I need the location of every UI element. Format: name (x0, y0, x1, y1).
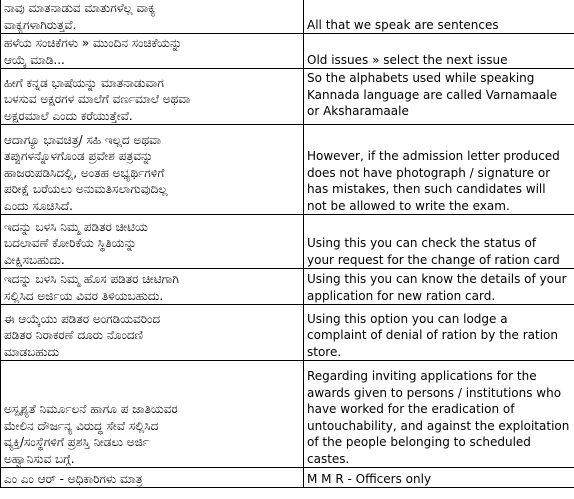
kannada-text-line: ಈ ಆಯ್ಕೆಯು ಪಡಿತರ ಅಂಗಡಿಯವರಿಂದ (4, 311, 161, 326)
english-text-line: However, if the admission letter produced (307, 149, 560, 163)
kannada-text-line: ಆಯ್ಕೆ ಮಾಡಿ... (4, 52, 65, 67)
kannada-text-line: ಎಂದು ಸೂಚಿಸಿದೆ. (4, 198, 73, 213)
english-cell (304, 215, 574, 269)
english-text-line: M M R - Officers only (307, 471, 432, 486)
english-text-line: So the alphabets used while speaking (307, 71, 535, 85)
kannada-text-line: ಅಕ್ಷರಮಾಲೆ ಎಂದು ಕರೆಯುತ್ತೇವೆ. (4, 108, 133, 123)
english-text-line: All that we speak are sentences (307, 17, 499, 32)
kannada-text-line: ಇದನ್ನು ಬಳಸಿ ನಿಮ್ಮ ಹೊಸ ಪಡಿತರ ಚೀಟಿಗಾಗಿ (4, 272, 179, 286)
english-text-line: does not have photograph / signature or (307, 165, 551, 180)
kannada-text-line: ನಾವು ಮಾತನಾಡುವ ಮಾತುಗಳೆಲ್ಲ ವಾಕ್ಯ (4, 1, 156, 15)
table-row (1, 0, 574, 34)
table-row (1, 215, 574, 269)
kannada-text-line: ಬದಲಾವಣೆ ಕೋರಿಕೆಯ ಸ್ಥಿತಿಯನ್ನು (4, 236, 137, 250)
kannada-text-line: ಹಳೆಯ ಸಂಚಿಕೆಗಳು » ಮುಂದಿನ ಸಂಚಿಕೆಯನ್ನು (4, 36, 183, 50)
english-text-line: application for new ration card. (307, 288, 496, 303)
kannada-text-line: ಇದನ್ನು ಬಳಸಿ ನಿಮ್ಮ ಪಡಿತರ ಚೀಟಿಯ (4, 219, 148, 234)
kannada-text-line: ತಪ್ಪುಗಳನ್ನೊಳಗೊಂಡ ಪ್ರವೇಶ ಪತ್ರವನ್ನು (4, 149, 154, 163)
english-cell (304, 468, 574, 488)
english-cell (304, 125, 574, 215)
english-text-line: Old issues » select the next issue (307, 52, 508, 67)
kannada-text-line: ಬಳಸುವ ಅಕ್ಷರಗಳ ಮಾಲೆಗೆ ವರ್ಣಮಾಲೆ ಅಥವಾ (4, 92, 191, 106)
kannada-cell (1, 69, 304, 125)
kannada-text-line: ಪರೀಕ್ಷೆ ಬರೆಯಲು ಅನುಮತಿಸಲಾಗುವುದಿಲ್ಲ (4, 182, 168, 196)
table-row (1, 361, 574, 468)
kannada-cell (1, 269, 304, 305)
english-cell (304, 69, 574, 125)
english-cell (304, 269, 574, 305)
english-text-line: store. (307, 344, 342, 359)
kannada-text-line: ವಾಕ್ಯಗಳಾಗಿರುತ್ತವೆ. (4, 17, 77, 32)
kannada-text-line: ವೀಕ್ಷಿಸಬಹುದು. (4, 252, 65, 267)
english-text-line: complaint of denial of ration by the ration (307, 328, 558, 342)
table-row (1, 125, 574, 215)
english-text-line: has mistakes, then such candidates will (307, 182, 546, 196)
kannada-text-line: ವ್ಯಕ್ತಿ/ಸಂಸ್ಥೆಗಳಿಗೆ ಪ್ರಶಸ್ತಿ ನೀಡಲು ಅರ್ಜಿ (4, 435, 149, 449)
kannada-text-line: ಪಡಿತರ ನಿರಾಕರಣೆ ದೂರು ನೊಂದಣಿ (4, 328, 144, 342)
kannada-text-line: ಆದಾಗ್ಯೂ ಭಾವಚಿತ್ರ/ ಸಹಿ ಇಲ್ಲದ ಅಥವಾ (4, 132, 162, 147)
kannada-text-line: ಅಹ್ವಾನಿಸುವ ಬಗ್ಗೆ. (4, 451, 75, 466)
english-cell (304, 0, 574, 34)
kannada-cell (1, 34, 304, 69)
kannada-cell (1, 305, 304, 361)
english-cell (304, 34, 574, 69)
kannada-cell (1, 361, 304, 468)
english-text-line: have worked for the eradication of (307, 402, 515, 416)
kannada-text-line: ಸಲ್ಲಿಸಿದ ಅರ್ಜಿಯ ವಿವರ ತಿಳಿಯಬಹುದು. (4, 288, 164, 303)
table-row (1, 468, 574, 488)
kannada-text-line: ಎಂ ಎಂ ಆರ್ - ಅಧಿಕಾರಿಗಳು ಮಾತ್ರ (4, 471, 143, 486)
english-text-line: Using this option you can lodge a (307, 311, 508, 326)
english-cell (304, 361, 574, 468)
table-row (1, 34, 574, 69)
english-text-line: untouchability, and against the exploitation (307, 418, 570, 433)
kannada-text-line: ಹಾಜರುಪಡಿಸಿದಲ್ಲಿ, ಅಂತಹ ಅಭ್ಯರ್ಥಿಗಳಿಗೆ (4, 165, 165, 180)
kannada-text-line: ಅಸ್ಪೃಶ್ಯತೆ ನಿರ್ಮೂಲನೆ ಹಾಗೂ ಪ ಜಾತಿಯವರ (4, 402, 178, 416)
kannada-text-line: ಮೇಲಿನ ದೌರ್ಜನ್ಯ ವಿರುದ್ಧ ಸೇವೆ ಸಲ್ಲಿಸಿದ (4, 418, 159, 433)
english-text-line: Regarding inviting applications for the (307, 369, 537, 383)
table-row (1, 69, 574, 125)
english-text-line: Using this you can know the details of your (307, 272, 567, 286)
kannada-cell (1, 0, 304, 34)
english-text-line: castes. (307, 451, 350, 466)
english-text-line: or Aksharamaale (307, 104, 409, 118)
kannada-cell (1, 468, 304, 488)
english-text-line: Kannada language are called Varnamaale (307, 87, 558, 102)
kannada-text-line: ಹೀಗೆ ಕನ್ನಡ ಭಾಷೆಯನ್ನು ಮಾತನಾಡುವಾಗ (4, 75, 164, 90)
english-cell (304, 305, 574, 361)
english-text-line: awards given to persons / institutions who (307, 385, 562, 400)
table-row (1, 269, 574, 305)
english-text-line: of the people belonging to scheduled (307, 435, 531, 449)
english-text-line: your request for the change of ration card (307, 252, 560, 267)
table-row (1, 305, 574, 361)
english-text-line: Using this you can check the status of (307, 236, 537, 250)
kannada-cell (1, 215, 304, 269)
kannada-cell (1, 125, 304, 215)
kannada-text-line: ಮಾಡಬಹುದು (4, 344, 60, 359)
english-text-line: not be allowed to write the exam. (307, 198, 510, 213)
